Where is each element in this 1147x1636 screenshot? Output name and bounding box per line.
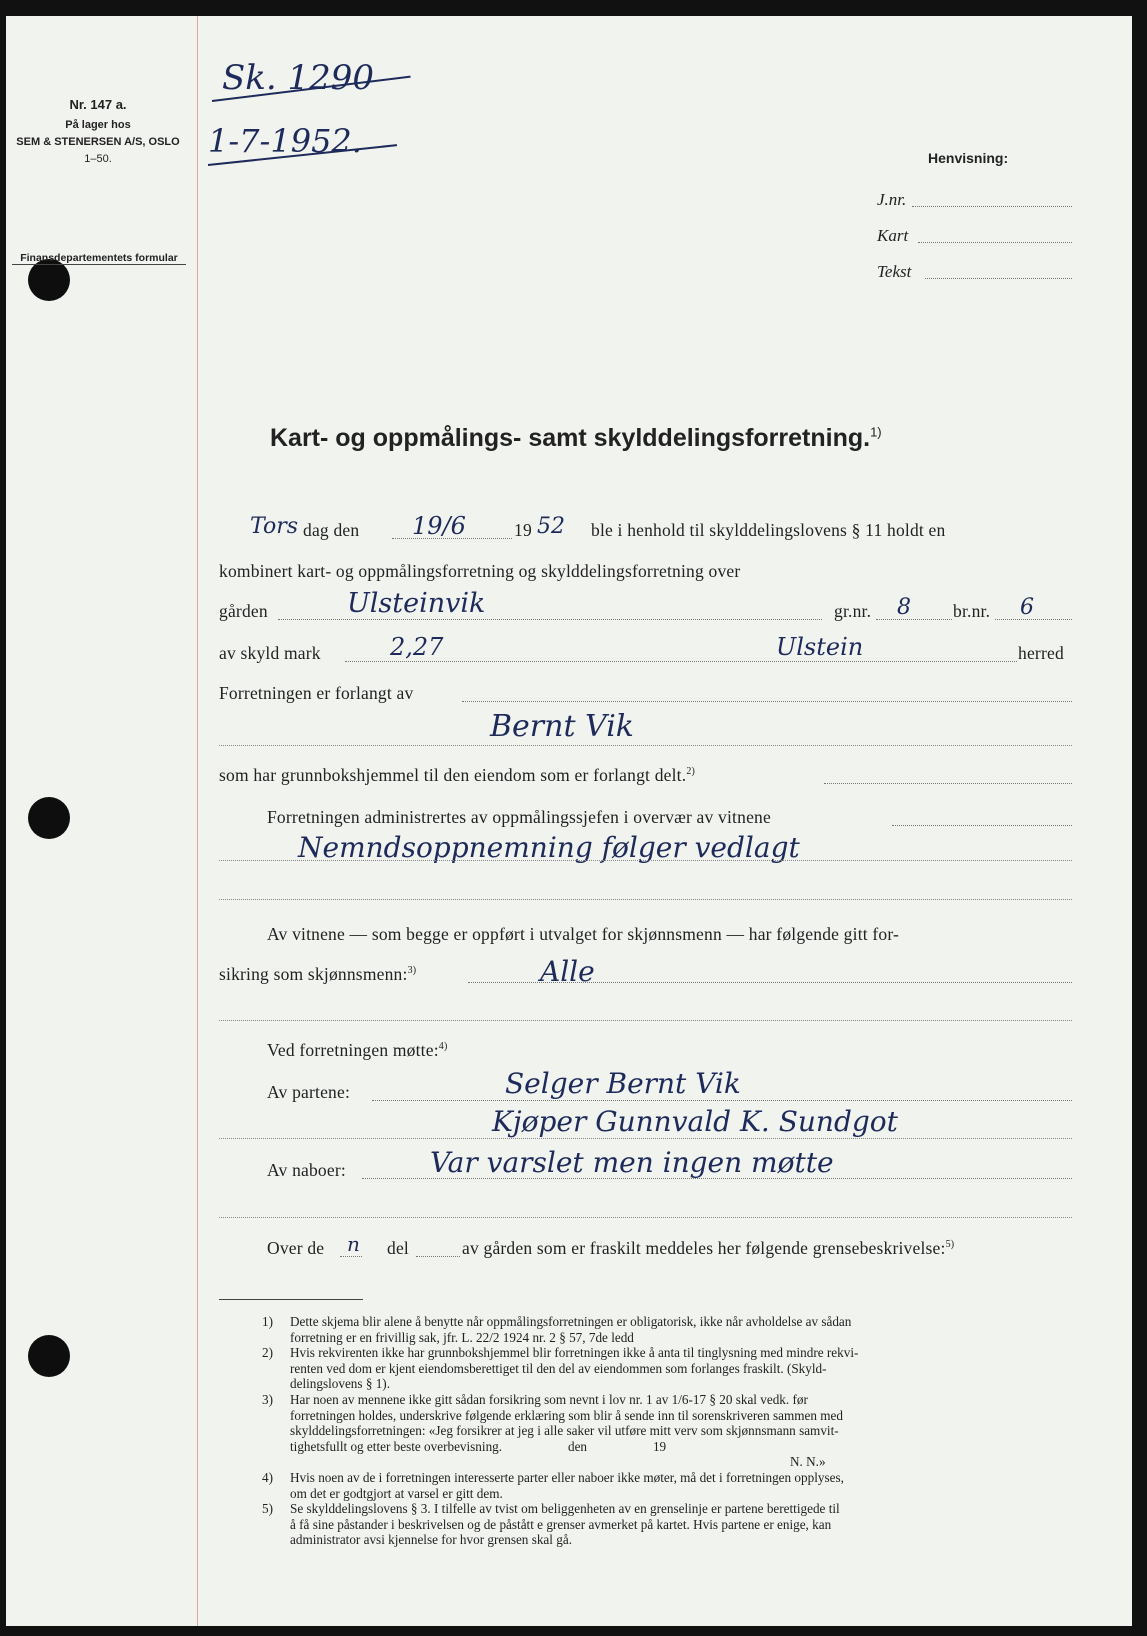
neighbors-rule: [219, 1217, 1072, 1218]
hand-farm: Ulsteinvik: [347, 588, 486, 619]
line4-a: av skyld mark: [219, 643, 321, 663]
reference-jnr: J.nr.: [877, 190, 907, 209]
line1-a: dag den: [303, 520, 360, 540]
line13-fill-2: [416, 1256, 460, 1257]
footnote-mark: 2): [262, 1345, 273, 1361]
footnote-signature: [262, 1454, 1077, 1470]
footnote-line: om det er godtgjort at varsel er gitt dem.: [290, 1485, 503, 1501]
line7: Forretningen administrertes av oppmålingssjefen i overvær av vitnene: [267, 807, 771, 827]
footnote-line: Dette skjema blir alene å benytte når oppmålingsforretningen er obligatorisk, ikke når avholdelse av sådan: [290, 1314, 852, 1329]
line13-a: Over de: [267, 1238, 325, 1258]
line13-c: [462, 1238, 954, 1259]
footnote-line: Hvis rekvirenten ikke har grunnbokshjemmel blir forretningen ikke å anta til tinglysning med mindre rekvi-: [290, 1345, 859, 1361]
hand-assurance: Alle: [540, 955, 595, 988]
footnote-signature-text: N. N.»: [790, 1454, 826, 1470]
footnote: [262, 1392, 1077, 1454]
hand-party2: Kjøper Gunnvald K. Sundgot: [492, 1105, 898, 1138]
line8: Av vitnene — som begge er oppført i utvalget for skjønnsmenn — har følgende gitt for-: [267, 924, 900, 944]
punch-hole: [28, 259, 70, 301]
year-prefix: 19: [514, 520, 532, 540]
margin-rule: [197, 16, 198, 1626]
line6: [219, 765, 695, 786]
footnote: [262, 1470, 1077, 1501]
line3-a: gården: [219, 601, 268, 621]
title-text: Kart- og oppmålings- samt skylddelingsforretning.: [270, 424, 871, 452]
line5: Forretningen er forlangt av: [219, 683, 414, 703]
footnote: [262, 1314, 1077, 1345]
punch-hole: [28, 1335, 70, 1377]
footnote: [262, 1345, 1077, 1392]
form-publisher: SEM & STENERSEN A/S, OSLO: [16, 136, 180, 148]
line12: Av naboer:: [267, 1160, 346, 1180]
footnote-line: administrator avsi kjennelse for hvor grensen skal gå.: [290, 1532, 572, 1548]
form-ministry: Finansdepartementets formular: [12, 252, 186, 265]
line9: [219, 964, 416, 985]
hand-line13: n: [347, 1232, 360, 1256]
footnote-line: å få sine påstander i beskrivelsen og de påstått e grenser avmerket på kartet. Hvis partene er enige, kan: [290, 1516, 832, 1532]
witness-rule-1: [219, 860, 1072, 861]
grnr-fill: [876, 619, 952, 620]
witness-rule-2: [219, 899, 1072, 900]
hand-requester: Bernt Vik: [490, 709, 634, 744]
footnote-line: delingslovens § 1).: [290, 1376, 390, 1392]
line9-text: sikring som skjønnsmenn:: [219, 964, 408, 984]
footnote-mark: 4): [262, 1469, 273, 1485]
party2-rule: [219, 1138, 1072, 1139]
line13-note: 5): [945, 1239, 955, 1251]
punch-hole: [28, 797, 70, 839]
footnote-line: renten ved dom er kjent eiendomsberettiget til den del av eiendommen som forlanges fraskilt. (Skyld-: [290, 1360, 827, 1376]
hand-brnr: 6: [1020, 595, 1034, 620]
footnote-separator: [219, 1299, 363, 1300]
line10: [267, 1040, 448, 1061]
hand-day: Tors: [250, 514, 299, 539]
footnote-line: forretningen holdes, underskrive følgende erklæring som blir å sende inn til sorenskriveren sammen med: [290, 1407, 843, 1423]
hand-witnesses: Nemndsoppnemning følger vedlagt: [298, 831, 800, 864]
footnotes: [262, 1314, 1077, 1548]
reference-jnr-line: [912, 206, 1072, 207]
footnote-line: tighetsfullt og etter beste overbevisning. den 19: [290, 1438, 667, 1454]
requester-fill: [462, 701, 1072, 702]
hand-skyld: 2,27: [390, 633, 444, 661]
line6-fill: [824, 783, 1072, 784]
party1-fill: [372, 1100, 1072, 1101]
line13-c-text: av gården som er fraskilt meddeles her følgende grensebeskrivelse:: [462, 1238, 946, 1258]
registration-date: 1-7-1952.: [208, 122, 362, 160]
farm-fill: [278, 619, 822, 620]
registration-number: Sk. 1290: [222, 58, 375, 98]
form-header: [4, 96, 192, 168]
line11: Av partene:: [267, 1082, 351, 1102]
line13-fill-1: [340, 1256, 362, 1257]
line2: kombinert kart- og oppmålingsforretning og skylddelingsforretning over: [219, 561, 741, 581]
footnote-line: Har noen av mennene ikke gitt sådan forsikring som nevnt i lov nr. 1 av 1/6-17 § 20 skal vedk. før: [290, 1391, 808, 1407]
line7-fill: [892, 825, 1072, 826]
line1-b: ble i henhold til skylddelingslovens § 11 holdt en: [591, 520, 946, 540]
footnote-line: Se skylddelingslovens § 3. I tilfelle av tvist om beliggenheten av en grenselinje er partene berettigede til: [290, 1501, 840, 1517]
reference-heading: Henvisning:: [928, 150, 1009, 166]
form-stock-line: På lager hos: [65, 119, 131, 131]
line6-note: 2): [686, 766, 696, 778]
line9-note: 3): [407, 965, 417, 977]
line4-b: herred: [1018, 643, 1064, 663]
reference-kart-line: [918, 242, 1072, 243]
footnote-line: skylddelingsforretningen: «Jeg forsikrer at jeg i alle saker vil utføre mitt verv som skjønnsmann samvit-: [290, 1423, 839, 1439]
reference-kart: Kart: [877, 226, 909, 245]
form-number: Nr. 147 a.: [69, 97, 127, 112]
document-title: [270, 424, 882, 453]
footnote-mark: 1): [262, 1314, 273, 1329]
line10-note: 4): [438, 1041, 448, 1053]
hand-herred: Ulstein: [776, 633, 864, 661]
hand-grnr: 8: [897, 595, 911, 620]
form-edition: 1–50.: [84, 153, 112, 165]
footnote-mark: 3): [262, 1391, 273, 1407]
footnote-line: forretning er en frivillig sak, jfr. L. 22/2 1924 nr. 2 § 57, 7de ledd: [290, 1329, 634, 1345]
hand-year: 52: [537, 514, 565, 539]
skyld-fill: [345, 661, 1017, 662]
footnote-line: Hvis noen av de i forretningen interesserte parter eller naboer ikke møter, må det i forretningen opplyses,: [290, 1469, 844, 1485]
assurance-rule: [219, 1020, 1072, 1021]
line6-text: som har grunnbokshjemmel til den eiendom som er forlangt delt.: [219, 765, 687, 785]
hand-date: 19/6: [412, 512, 466, 540]
title-note: 1): [870, 424, 882, 440]
footnote: [262, 1501, 1077, 1548]
brnr-label: br.nr.: [953, 601, 991, 621]
hand-party1: Selger Bernt Vik: [505, 1067, 741, 1100]
line10-text: Ved forretningen møtte:: [267, 1040, 439, 1060]
requester-rule: [219, 745, 1072, 746]
grnr-label: gr.nr.: [834, 601, 872, 621]
reference-tekst: Tekst: [877, 262, 912, 281]
reference-tekst-line: [925, 278, 1072, 279]
footnote-mark: 5): [262, 1501, 273, 1517]
line13-b: del: [387, 1238, 409, 1258]
hand-neighbors: Var varslet men ingen møtte: [430, 1146, 834, 1179]
